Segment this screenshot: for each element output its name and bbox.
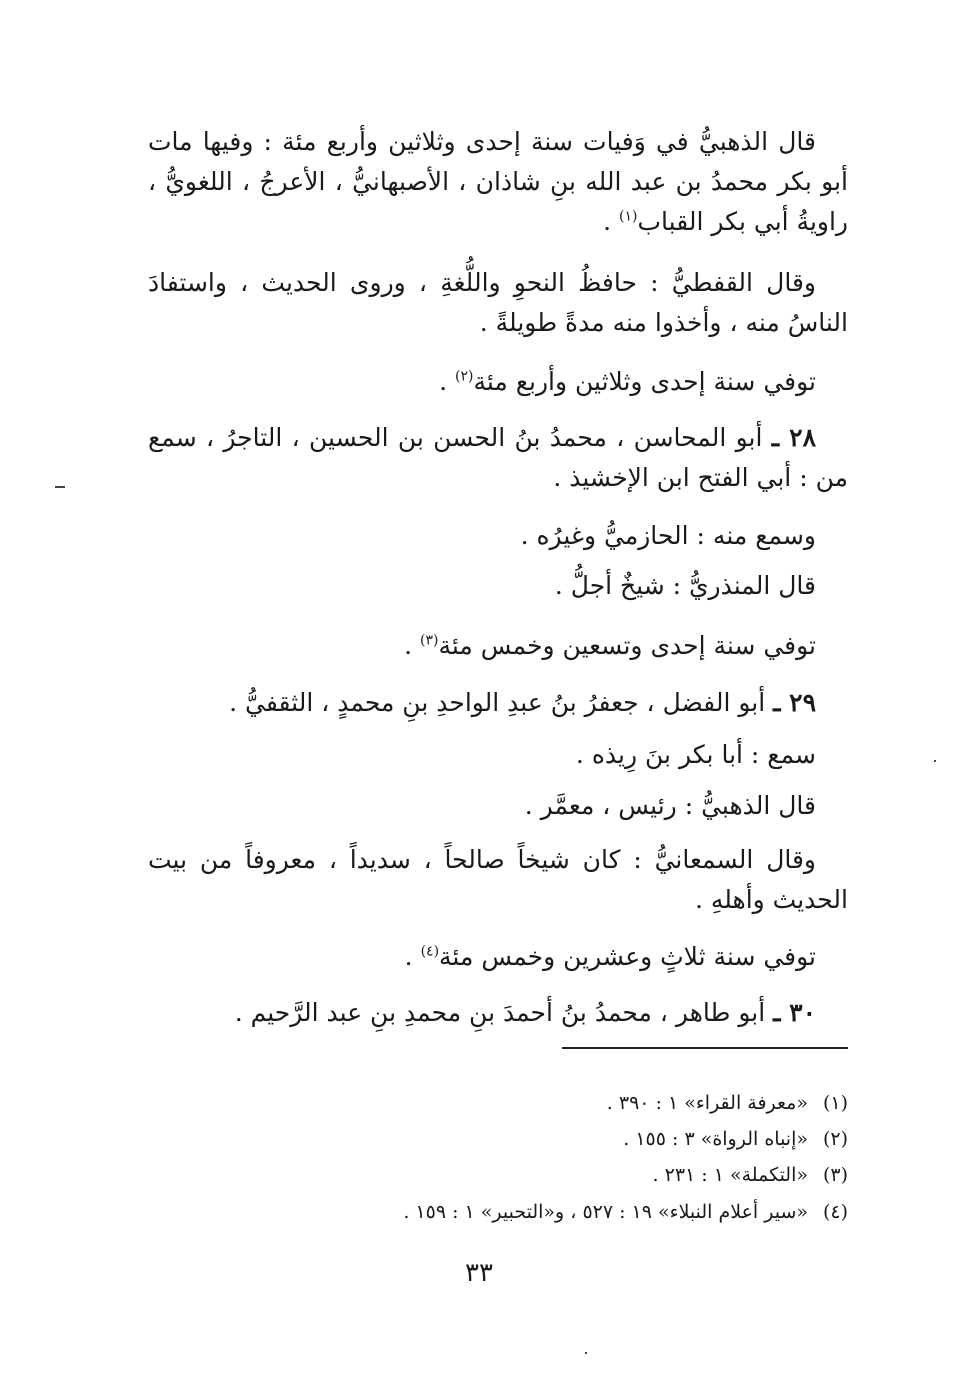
footnote-ref[interactable]: (١) bbox=[619, 208, 638, 225]
paragraph-dhahabi-wafayat: قال الذهبيُّ في وَفيات سنة إحدى وثلاثين وأربع مئة : وفيها مات أبو بكر محمدُ بن عبد الله بنِ شاذان ، الأصبهانيُّ ، الأعرجُ ، اللغويُّ ، راويةُ أبي بكر القباب$^{(١)}$ . bbox=[148, 127, 848, 236]
paragraph-text: قال الذهبيُّ : رئيس ، معمَّر . bbox=[524, 791, 816, 820]
footnote-text: «سير أعلام النبلاء» ١٩ : ٥٢٧ ، و«التحبير» ١ : ١٥٩ . bbox=[403, 1201, 808, 1223]
footnote-mark: (٢) bbox=[822, 1128, 848, 1150]
paragraph-text: أبو طاهر ، محمدُ بنُ أحمدَ بنِ محمدِ بنِ عبد الرَّحيم . bbox=[234, 998, 774, 1027]
entry-number: ٢٨ ـ bbox=[771, 423, 816, 452]
paragraph-text: وقال السمعانيُّ : كان شيخاً صالحاً ، سديداً ، معروفاً من بيت الحديث وأهلهِ . bbox=[148, 845, 848, 914]
paragraph-dhahabi-raees bbox=[148, 786, 848, 826]
entry-28 bbox=[148, 418, 848, 498]
footnote-mark: (٤) bbox=[822, 1201, 848, 1223]
paragraph-text: قال الذهبيُّ في وَفيات سنة إحدى وثلاثين وأربع مئة : وفيها مات أبو بكر محمدُ بن عبد الله بنِ شاذان ، الأصبهانيُّ ، الأعرجُ ، اللغويُّ ، راويةُ أبي بكر القباب bbox=[148, 127, 848, 236]
paragraph-text: وسمع منه : الحازميُّ وغيرُه . bbox=[520, 521, 816, 550]
footnote-ref[interactable]: (٣) bbox=[419, 632, 439, 649]
paragraph-text: توفي سنة ثلاثٍ وعشرين وخمس مئة bbox=[439, 942, 816, 971]
paragraph-mundhiri bbox=[148, 566, 848, 606]
entry-29 bbox=[148, 683, 848, 723]
paragraph-text: أبو المحاسن ، محمدُ بنُ الحسن بن الحسين ، التاجرُ ، سمع من : أبي الفتح ابن الإخشيذ . bbox=[148, 423, 848, 492]
footnote-ref[interactable]: (٢) bbox=[454, 368, 474, 385]
footnote-1 bbox=[148, 1088, 848, 1118]
entry-number: ٢٩ ـ bbox=[773, 688, 816, 717]
paragraph-text: قال المنذريُّ : شيخٌ أجلُّ . bbox=[554, 571, 816, 600]
paragraph-heard-from-him bbox=[148, 516, 848, 556]
paragraph-text: توفي سنة إحدى وثلاثين وأربع مئة bbox=[473, 367, 816, 396]
paragraph-heard-reedha bbox=[148, 735, 848, 775]
scan-speck bbox=[934, 760, 936, 762]
footnote-text: «التكملة» ١ : ٢٣١ . bbox=[652, 1164, 808, 1186]
entry-number: ٣٠ ـ bbox=[773, 998, 816, 1027]
footnote-2 bbox=[148, 1124, 848, 1154]
footnote-separator bbox=[562, 1047, 848, 1049]
paragraph-samani bbox=[148, 840, 848, 920]
paragraph-text: وقال القفطيُّ : حافظُ النحوِ واللُّغةِ ، وروى الحديث ، واستفادَ الناسُ منه ، وأخذوا منه مدةً طويلةً . bbox=[148, 268, 848, 337]
paragraph-text: أبو الفضل ، جعفرُ بنُ عبدِ الواحدِ بنِ محمدٍ ، الثقفيُّ . bbox=[229, 688, 774, 717]
footnote-mark: (٣) bbox=[822, 1164, 848, 1186]
paragraph-death-431: توفي سنة إحدى وثلاثين وأربع مئة$^{(٢)}$ . bbox=[439, 367, 816, 396]
footnote-ref[interactable]: (٤) bbox=[420, 943, 440, 960]
paragraph-qifti bbox=[148, 263, 848, 343]
footnote-text: «معرفة القراء» ١ : ٣٩٠ . bbox=[606, 1092, 808, 1114]
footnote-3 bbox=[148, 1160, 848, 1190]
footnote-text: «إنباه الرواة» ٣ : ١٥٥ . bbox=[623, 1128, 808, 1150]
footnote-4 bbox=[148, 1197, 848, 1227]
entry-30 bbox=[148, 993, 848, 1033]
scan-speck bbox=[55, 486, 65, 488]
page-number: ٣٣ bbox=[465, 1258, 493, 1288]
paragraph-text: سمع : أبا بكر بنَ رِيذه . bbox=[575, 740, 816, 769]
footnote-mark: (١) bbox=[822, 1092, 848, 1114]
paragraph-death-523: توفي سنة ثلاثٍ وعشرين وخمس مئة$^{(٤)}$ . bbox=[404, 942, 816, 971]
scan-speck bbox=[585, 1352, 587, 1354]
paragraph-death-591: توفي سنة إحدى وتسعين وخمس مئة$^{(٣)}$ . bbox=[404, 631, 816, 660]
paragraph-text: توفي سنة إحدى وتسعين وخمس مئة bbox=[438, 631, 816, 660]
